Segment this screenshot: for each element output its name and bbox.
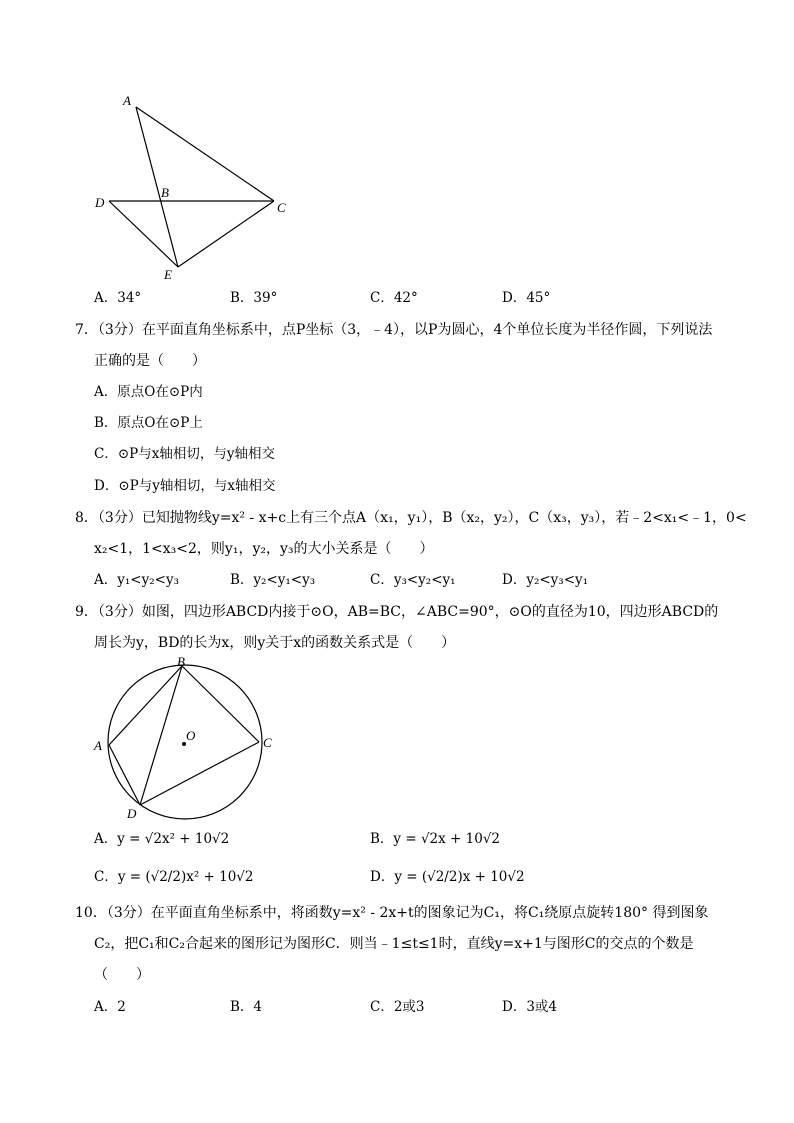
q10-option-d[interactable]: D．3或4: [502, 999, 558, 1015]
circle-label-b: B: [177, 654, 185, 669]
q9-stem-line2: 周长为y，BD的长为x，则y关于x的函数关系式是（ ）: [94, 635, 456, 651]
q8-stem-line1: 8．（3分）已知抛物线y=x² - x+c上有三个点A（x₁，y₁），B（x₂，y₂），C（x₃，y₃），若﹣2<x₁<﹣1，0<: [75, 510, 747, 526]
q7-stem-line2: 正确的是（ ）: [94, 353, 206, 369]
q7-option-b[interactable]: B．原点O在⊙P上: [94, 415, 203, 431]
circle-label-a: A: [94, 738, 102, 753]
q9-option-a[interactable]: A．y = √2x² + 10√2: [94, 831, 230, 847]
q6-option-d[interactable]: D．45°: [502, 290, 551, 306]
q10-stem-line1: 10．（3分）在平面直角坐标系中，将函数y=x² - 2x+t的图象记为C₁，将C₁绕原点旋转180° 得到图象: [75, 905, 709, 921]
q10-stem-line3: （ ）: [94, 967, 150, 983]
label-b: B: [161, 185, 169, 200]
q10-option-a[interactable]: A．2: [94, 999, 126, 1015]
q9-stem-line1: 9．（3分）如图，四边形ABCD内接于⊙O，AB=BC，∠ABC=90°，⊙O的直径为10，四边形ABCD的: [75, 604, 719, 620]
q10-option-b[interactable]: B．4: [230, 999, 263, 1015]
label-d: D: [95, 195, 105, 210]
q8-option-b[interactable]: B．y₂<y₁<y₃: [230, 572, 316, 588]
q9-option-d[interactable]: D．y = (√2/2)x + 10√2: [370, 869, 525, 885]
q8-option-c[interactable]: C．y₃<y₂<y₁: [370, 572, 456, 588]
circle-label-o: O: [186, 728, 196, 743]
q8-stem-line2: x₂<1，1<x₃<2，则y₁，y₂，y₃的大小关系是（ ）: [94, 541, 434, 557]
q9-option-b[interactable]: B．y = √2x + 10√2: [370, 831, 501, 847]
circle-label-d: D: [127, 806, 137, 821]
label-a: A: [123, 93, 131, 108]
q7-option-d[interactable]: D．⊙P与y轴相切，与x轴相交: [94, 478, 276, 494]
circle-label-c: C: [263, 735, 272, 750]
label-e: E: [164, 267, 172, 282]
q8-option-d[interactable]: D．y₂<y₃<y₁: [502, 572, 589, 588]
q7-option-a[interactable]: A．原点O在⊙P内: [94, 384, 203, 400]
q10-option-c[interactable]: C．2或3: [370, 999, 425, 1015]
q7-stem-line1: 7．（3分）在平面直角坐标系中，点P坐标（3，﹣4），以P为圆心，4个单位长度为半径作圆，下列说法: [75, 322, 713, 338]
q7-option-c[interactable]: C．⊙P与x轴相切，与y轴相交: [94, 446, 275, 462]
q10-stem-line2: C₂，把C₁和C₂合起来的图形记为图形C．则当﹣1≤t≤1时，直线y=x+1与图形C的交点的个数是: [94, 936, 694, 952]
q6-option-c[interactable]: C．42°: [370, 290, 418, 306]
q9-option-c[interactable]: C．y = (√2/2)x² + 10√2: [94, 869, 254, 885]
q8-option-a[interactable]: A．y₁<y₂<y₃: [94, 572, 179, 588]
q6-option-b[interactable]: B．39°: [230, 290, 278, 306]
q6-option-a[interactable]: A．34°: [94, 290, 142, 306]
label-c: C: [277, 200, 286, 215]
